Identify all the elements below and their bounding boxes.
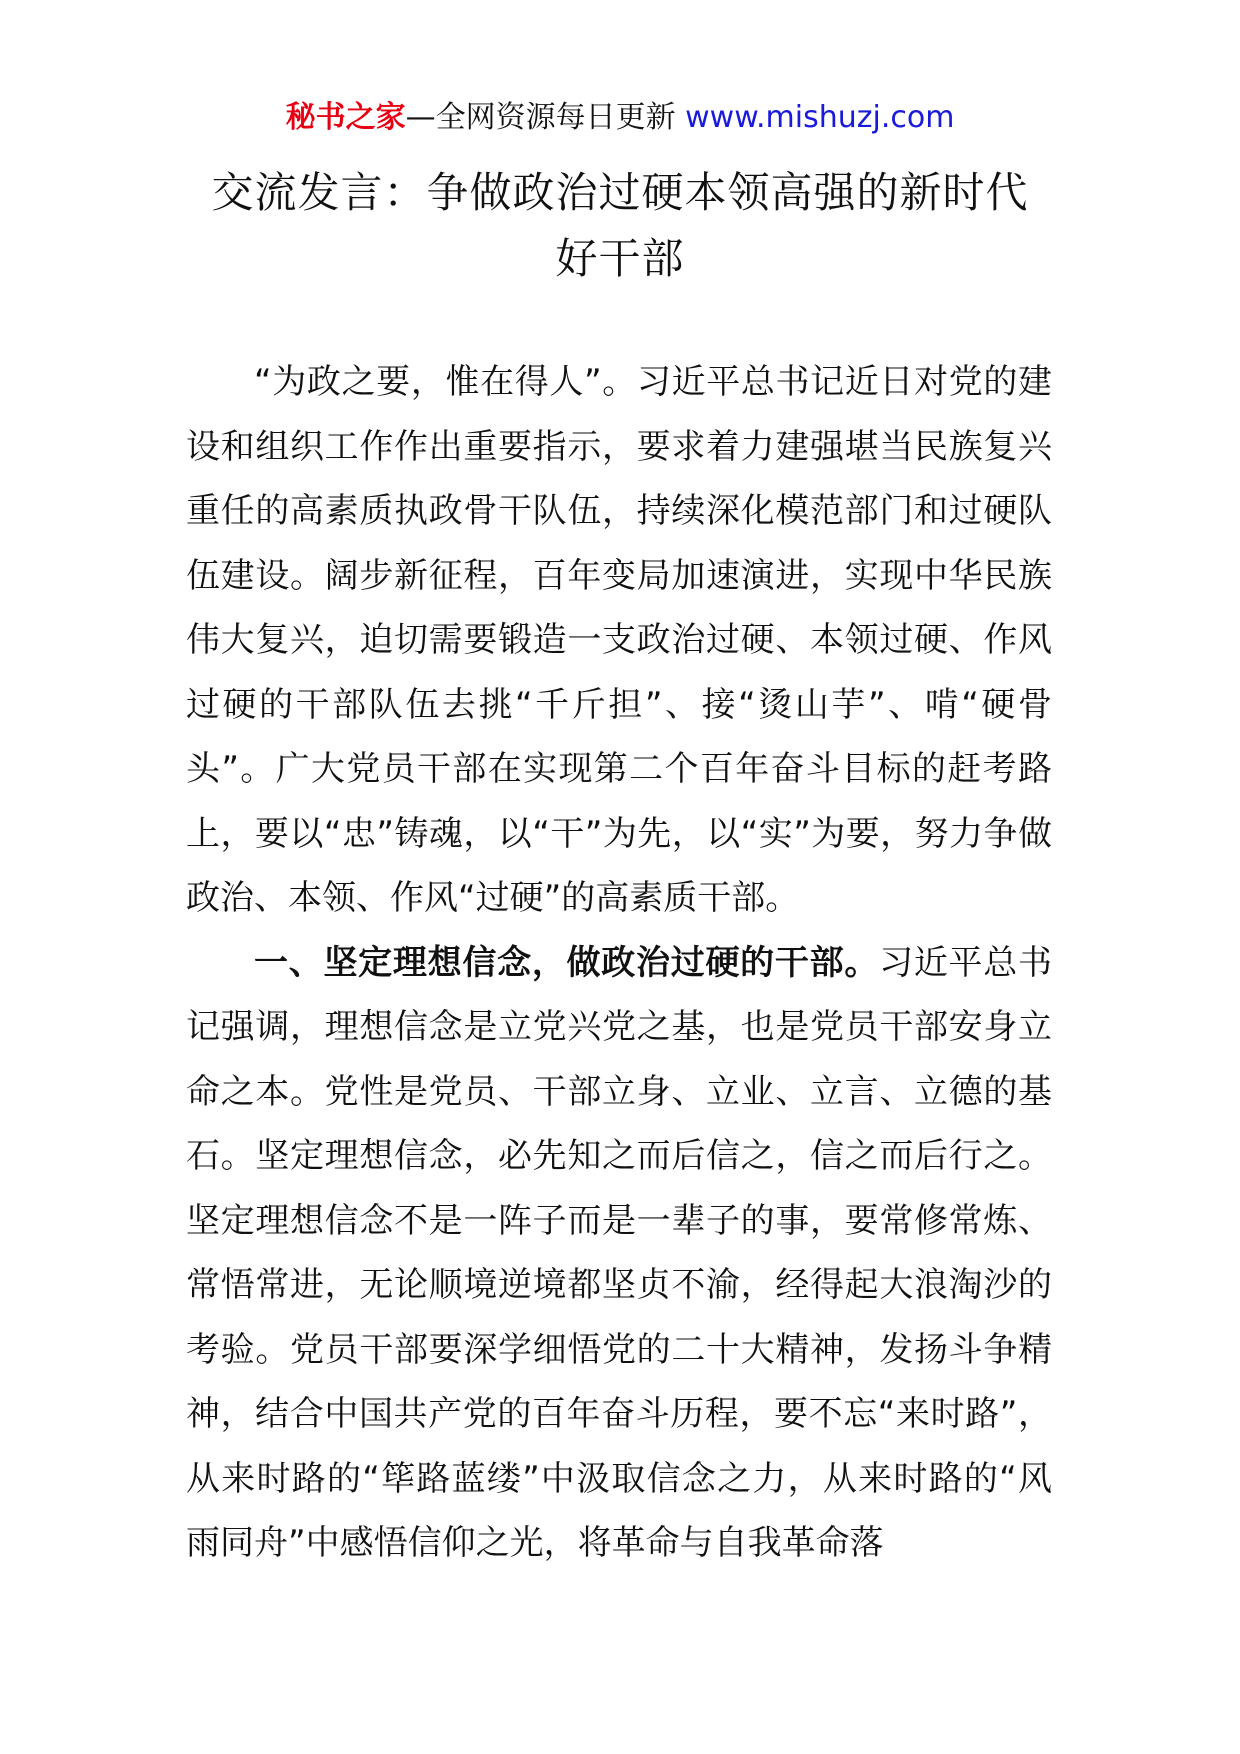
- title-line-2: 好干部: [555, 234, 685, 283]
- page-header: [0, 98, 1240, 138]
- paragraph-text: 习近平总书记强调，理想信念是立党兴党之基，也是党员干部安身立命之本。党性是党员、干部立身、立业、立言、立德的基石。坚定理想信念，必先知之而后信之，信之而后行之。坚定理想信念不是一阵子而是一辈子的事，要常修常炼、常悟常进，无论顺境逆境都坚贞不渝，经得起大浪淘沙的考验。党员干部要深学细悟党的二十大精神，发扬斗争精神，结合中国共产党的百年奋斗历程，要不忘“来时路”，从来时路的“筚路蓝缕”中汲取信念之力，从来时路的“风雨同舟”中感悟信仰之光，将革命与自我革命落: [186, 942, 1053, 1563]
- paragraph-section-1: [186, 931, 1052, 1576]
- header-slogan: —全网资源每日更新: [405, 100, 676, 135]
- title-line-1: 交流发言：争做政治过硬本领高强的新时代: [211, 168, 1029, 217]
- brand-name: 秘书之家: [285, 100, 406, 135]
- website-link[interactable]: www.mishuzj.com: [685, 100, 955, 135]
- document-title: [180, 160, 1060, 292]
- paragraph-text: “为政之要，惟在得人”。习近平总书记近日对党的建设和组织工作作出重要指示，要求着力建强堪当民族复兴重任的高素质执政骨干队伍，持续深化模范部门和过硬队伍建设。阔步新征程，百年变局加速演进，实现中华民族伟大复兴，迫切需要锻造一支政治过硬、本领过硬、作风过硬的干部队伍去挑“千斤担”、接“烫山芋”、啃“硬骨头”。广大党员干部在实现第二个百年奋斗目标的赶考路上，要以“忠”铸魂，以“干”为先，以“实”为要，努力争做政治、本领、作风“过硬”的高素质干部。: [186, 362, 1052, 918]
- paragraph-intro: [186, 350, 1052, 931]
- document-body: [186, 350, 1052, 1576]
- section-heading: 一、坚定理想信念，做政治过硬的干部。: [254, 942, 880, 983]
